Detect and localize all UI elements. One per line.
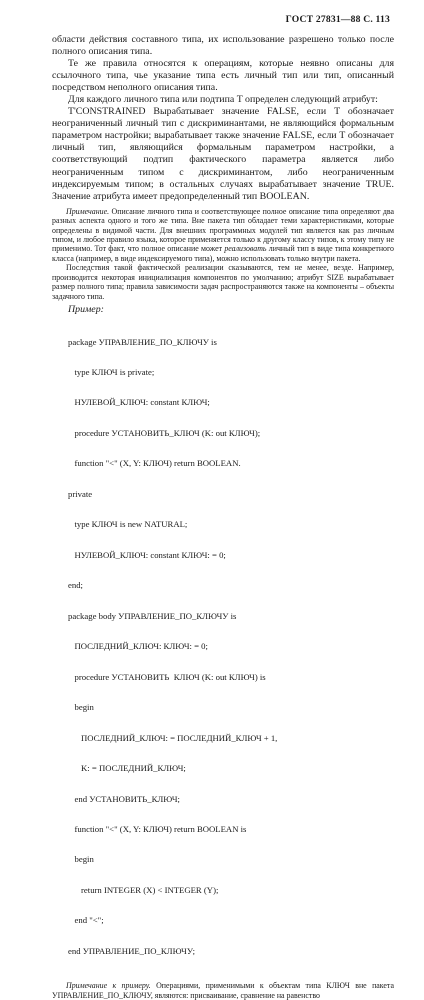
page-body xyxy=(52,34,394,1000)
code-line: return INTEGER (X) < INTEGER (Y); xyxy=(68,884,219,895)
code-line: procedure УСТАНОВИТЬ КЛЮЧ (K: out КЛЮЧ) is xyxy=(68,671,266,682)
note-example-label: Примечание к примеру. xyxy=(66,981,151,991)
code-line: НУЛЕВОЙ_КЛЮЧ: constant КЛЮЧ: = 0; xyxy=(68,549,226,560)
note-example xyxy=(52,981,394,1000)
code-line: end УСТАНОВИТЬ_КЛЮЧ; xyxy=(68,793,180,804)
code-line: function "<" (X, Y: КЛЮЧ) return BOOLEAN. xyxy=(68,458,241,469)
code-line: package body УПРАВЛЕНИЕ_ПО_КЛЮЧУ is xyxy=(68,610,237,621)
code-line: private xyxy=(68,488,93,499)
code-line: ПОСЛЕДНИЙ_КЛЮЧ: = ПОСЛЕДНИЙ_КЛЮЧ + 1, xyxy=(68,732,278,743)
note-consequences: Последствия такой фактической реализации сказываются, тем не менее, везде. Например, производится некоторая инициализация компонентов по умолчанию; атрибут SIZE вырабатывает размер полного типа; правила зависимости задач распространяются также на компоненты – объекты задачного типа. xyxy=(52,263,394,301)
code-line: type КЛЮЧ is private; xyxy=(68,366,155,377)
example-label: Пример: xyxy=(68,304,104,316)
code-listing xyxy=(68,316,394,976)
note-text-2: личный тип в виде типа конкретного класса (например, в виде индексируемого типа), можно использовать только внутри пакета. xyxy=(52,244,394,263)
paragraph-access-types: Те же правила относятся к операциям, которые неявно описаны для ссылочного типа, чье указание типа есть личный тип или тип, описанный посредством неполного описания типа. xyxy=(52,58,394,94)
code-line: K: = ПОСЛЕДНИЙ_КЛЮЧ; xyxy=(68,763,186,774)
paragraph-attribute-intro: Для каждого личного типа или подтипа T определен следующий атрибут: xyxy=(68,94,378,106)
note-emphasis: реализовать xyxy=(224,244,267,254)
code-line: end; xyxy=(68,580,83,591)
note-private-type xyxy=(52,207,394,264)
code-line: function "<" (X, Y: КЛЮЧ) return BOOLEAN is xyxy=(68,824,247,834)
note-label: Примечание. xyxy=(66,206,110,216)
code-line: НУЛЕВОЙ_КЛЮЧ: constant КЛЮЧ; xyxy=(68,397,210,408)
code-line: begin xyxy=(68,854,94,865)
paragraph-constrained-attribute: T'CONSTRAINED Вырабатывает значение FALSE, если T обозначает неограниченный личный тип с дискриминантами, не являющийся формальным параметром настройки; вырабатывает также значение FALSE, если T обозначает личный тип, являющийся формальным параметром настройки, а соответствующий подтип фактического параметра является либо неограниченным типом с дискриминантом, либо неограниченным индексируемым типом; в остальных случаях вырабатывает значение TRUE. Значение атрибута имеет предопределенный тип BOOLEAN. xyxy=(52,106,394,202)
code-line: type КЛЮЧ is new NATURAL; xyxy=(68,519,188,530)
code-line: package УПРАВЛЕНИЕ_ПО_КЛЮЧУ is xyxy=(68,336,217,347)
code-line: begin xyxy=(68,702,94,713)
paragraph-continuation: области действия составного типа, их использование разрешено только после полного описания типа. xyxy=(52,34,394,58)
code-line: end УПРАВЛЕНИЕ_ПО_КЛЮЧУ; xyxy=(68,945,196,956)
note-text-1: Описание личного типа и соответствующее полное описание типа определяют два разных аспекта одного и того же типа. Вне пакета тип обладает теми характеристиками, которые определены в видимой части. Для внешних программных модулей тип является как раз личным типом, и любое правило языка, которое применяется только к другому классу типов, к этому типу не применимо. Тот факт, что полное описание может xyxy=(52,206,394,254)
code-line: ПОСЛЕДНИЙ_КЛЮЧ: КЛЮЧ: = 0; xyxy=(68,641,208,652)
code-line: procedure УСТАНОВИТЬ_КЛЮЧ (K: out КЛЮЧ); xyxy=(68,427,261,438)
note-example-text: Операциями, применимыми к объектам типа КЛЮЧ вне пакета УПРАВЛЕНИЕ_ПО_КЛЮЧУ, являются: присваивание, сравнение на равенство xyxy=(52,981,394,1000)
code-line: end "<"; xyxy=(68,915,104,926)
page-header: ГОСТ 27831—88 С. 113 xyxy=(285,14,390,25)
